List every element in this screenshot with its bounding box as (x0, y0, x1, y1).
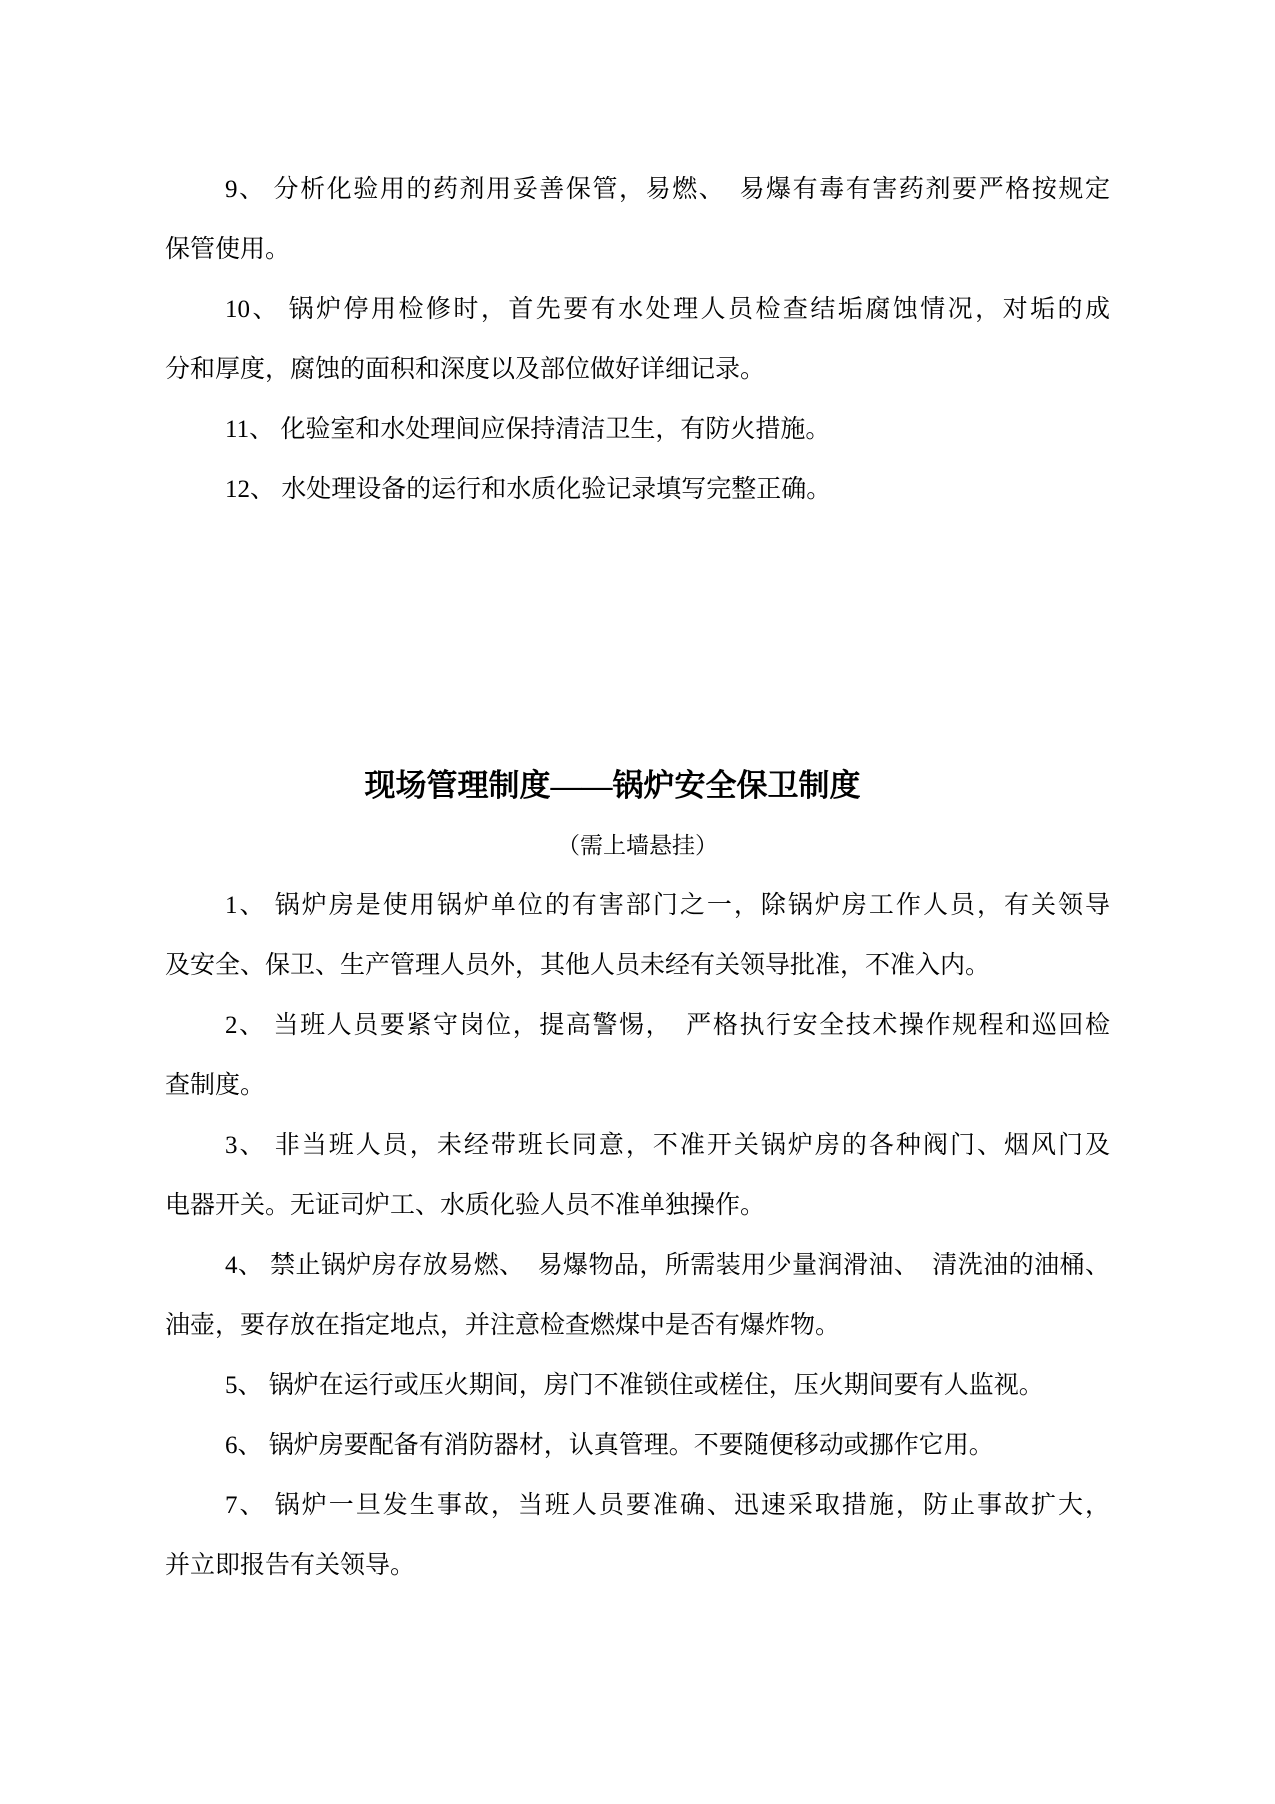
paragraph-item-7 (165, 1476, 1110, 1596)
paragraph-item-3 (165, 1116, 1110, 1236)
section-title: 现场管理制度——锅炉安全保卫制度 (364, 768, 861, 803)
paragraph-item-9 (165, 160, 1110, 280)
text-line: 10、 锅炉停用检修时，首先要有水处理人员检查结垢腐蚀情况，对垢的成 (225, 296, 1110, 323)
text-line: 查制度。 (165, 1072, 266, 1099)
section-boiler-security-rules (165, 876, 1110, 1596)
paragraph-item-10 (165, 280, 1110, 400)
text-line: 并立即报告有关领导。 (165, 1552, 416, 1579)
section-separator (165, 520, 1110, 756)
section-subtitle: （需上墙悬挂） (557, 833, 718, 858)
text-line: 分和厚度，腐蚀的面积和深度以及部位做好详细记录。 (165, 356, 766, 383)
text-line: 4、 禁止锅炉房存放易燃、 易爆物品，所需装用少量润滑油、 清洗油的油桶、 (225, 1252, 1110, 1279)
text-line: 5、 锅炉在运行或压火期间，房门不准锁住或槎住，压火期间要有人监视。 (225, 1372, 1044, 1399)
paragraph-item-11 (165, 400, 1110, 460)
text-line: 保管使用。 (165, 236, 291, 263)
text-line: 3、 非当班人员，未经带班长同意，不准开关锅炉房的各种阀门、烟风门及 (225, 1132, 1110, 1159)
text-line: 12、 水处理设备的运行和水质化验记录填写完整正确。 (225, 476, 832, 503)
paragraph-item-2 (165, 996, 1110, 1116)
text-line: 2、 当班人员要紧守岗位，提高警惕， 严格执行安全技术操作规程和巡回检 (225, 1012, 1110, 1039)
paragraph-item-4 (165, 1236, 1110, 1356)
text-line: 及安全、保卫、生产管理人员外，其他人员未经有关领导批准，不准入内。 (165, 952, 991, 979)
text-line: 6、 锅炉房要配备有消防器材，认真管理。不要随便移动或挪作它用。 (225, 1432, 994, 1459)
text-line: 7、 锅炉一旦发生事故，当班人员要准确、迅速采取措施，防止事故扩大， (225, 1492, 1110, 1519)
paragraph-item-5 (165, 1356, 1110, 1416)
paragraph-item-6 (165, 1416, 1110, 1476)
section-water-treatment-rules (165, 160, 1110, 520)
paragraph-item-1 (165, 876, 1110, 996)
text-line: 11、 化验室和水处理间应保持清洁卫生，有防火措施。 (225, 416, 831, 443)
text-line: 油壶，要存放在指定地点，并注意检查燃煤中是否有爆炸物。 (165, 1312, 841, 1339)
text-line: 9、 分析化验用的药剂用妥善保管，易燃、 易爆有毒有害药剂要严格按规定 (225, 176, 1110, 203)
text-line: 电器开关。无证司炉工、水质化验人员不准单独操作。 (165, 1192, 766, 1219)
text-line: 1、 锅炉房是使用锅炉单位的有害部门之一，除锅炉房工作人员，有关领导 (225, 892, 1110, 919)
paragraph-item-12 (165, 460, 1110, 520)
